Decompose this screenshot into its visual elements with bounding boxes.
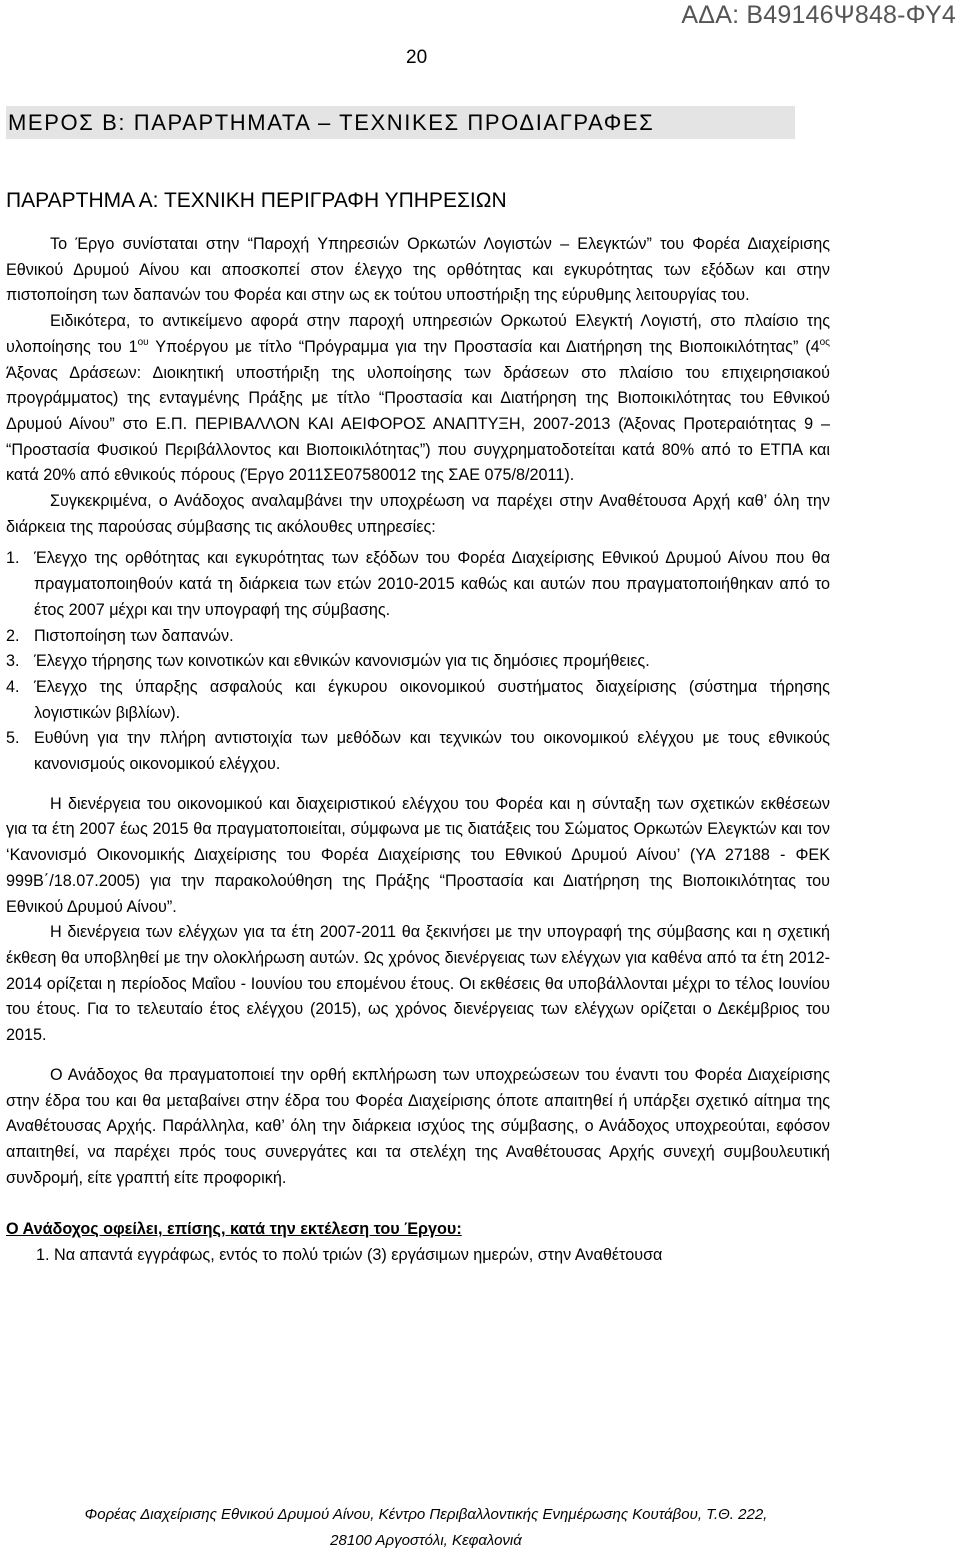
paragraph-scope bbox=[6, 309, 830, 489]
obligations-list bbox=[6, 1243, 830, 1269]
list-item bbox=[6, 624, 830, 650]
list-number: 2. bbox=[6, 626, 20, 645]
list-item bbox=[6, 546, 830, 623]
scope-text-b: Υποέργου με τίτλο “Πρόγραμμα για την Προστασία και Διατήρηση της Βιοποικιλότητας” (4 bbox=[148, 337, 820, 356]
page-footer bbox=[6, 1502, 846, 1554]
list-number: 3. bbox=[6, 652, 20, 671]
list-item bbox=[6, 649, 830, 675]
list-text: Να απαντά εγγράφως, εντός το πολύ τριών (3) εργάσιμων ημερών, στην Αναθέτουσα bbox=[54, 1246, 663, 1265]
paragraph-intro: Το Έργο συνίσταται στην “Παροχή Υπηρεσιών Ορκωτών Λογιστών – Ελεγκτών” του Φορέα Διαχείρισης Εθνικού Δρυμού Αίνου και αποσκοπεί στον έλεγχο της ορθότητας και εγκυρότητας των εξόδων και στην πιστοποίηση των δαπανών του Φορέα και στην ως εκ τούτου υποστήριξη της εύρυθμης λειτουργίας του. bbox=[6, 235, 830, 305]
annex-title: ΠΑΡΑΡΤΗΜΑ Α: ΤΕΧΝΙΚΗ ΠΕΡΙΓΡΑΦΗ ΥΠΗΡΕΣΙΩΝ bbox=[6, 189, 507, 212]
superscript-ordinal: ου bbox=[137, 336, 149, 348]
list-text: Ευθύνη για την πλήρη αντιστοιχία των μεθόδων και τεχνικών του οικονομικού ελέγχου με τους εθνικούς κανονισμούς οικονομικού ελέγχου. bbox=[34, 729, 830, 774]
footer-line-2: 28100 Αργοστόλι, Κεφαλονιά bbox=[330, 1532, 522, 1549]
part-title: ΜΕΡΟΣ Β: ΠΑΡΑΡΤΗΜΑΤΑ – ΤΕΧΝΙΚΕΣ ΠΡΟΔΙΑΓΡΑΦΕΣ bbox=[6, 106, 795, 139]
ada-code: ΑΔΑ: Β49146Ψ848-ΦΥ4 bbox=[681, 1, 956, 29]
list-text: Έλεγχο της ύπαρξης ασφαλούς και έγκυρου οικονομικού συστήματος διαχείρισης (σύστημα τήρησης λογιστικών βιβλίων). bbox=[34, 677, 830, 722]
paragraph-services-intro: Συγκεκριμένα, ο Ανάδοχος αναλαμβάνει την υποχρέωση να παρέχει στην Αναθέτουσα Αρχή καθ’ όλη την διάρκεια της παρούσας σύμβασης τις ακόλουθες υπηρεσίες: bbox=[6, 492, 830, 536]
list-number: 4. bbox=[6, 677, 20, 696]
scope-text-a: Ειδικότερα, το αντικείμενο αφορά στην παροχή υπηρεσιών Ορκωτού Ελεγκτή Λογιστή, στο πλαίσιο της υλοποίησης του 1 bbox=[6, 312, 830, 356]
list-text: Πιστοποίηση των δαπανών. bbox=[34, 626, 234, 645]
services-list bbox=[6, 546, 830, 777]
list-number: 1. bbox=[6, 549, 20, 568]
list-number: 1. bbox=[36, 1246, 50, 1265]
obligations-heading: Ο Ανάδοχος οφείλει, επίσης, κατά την εκτέλεση του Έργου: bbox=[6, 1220, 462, 1239]
scope-text-c: Άξονας Δράσεων: Διοικητική υποστήριξη της υλοποίησης των δράσεων στο πλαίσιο του επιχειρησιακού προγράμματος) της ενταγμένης Πράξης με τίτλο “Προστασία και Διατήρηση της Βιοποικιλότητας του Εθνικού Δρυμού Αίνου” στο Ε.Π. ΠΕΡΙΒΑΛΛΟΝ ΚΑΙ ΑΕΙΦΟΡΟΣ ΑΝΑΠΤΥΞΗ, 2007-2013 (Άξονας Προτεραιότητας 9 – “Προστασία Φυσικού Περιβάλλοντος και Βιοποικιλότητας”) που συγχρηματοδοτείται κατά 80% από το ΕΤΠΑ και κατά 20% από εθνικούς πόρους (Έργο 2011ΣΕ07580012 της ΣΑΕ 075/8/2011). bbox=[6, 363, 830, 485]
list-number: 5. bbox=[6, 729, 20, 748]
list-text: Έλεγχο της ορθότητας και εγκυρότητας των εξόδων του Φορέα Διαχείρισης Εθνικού Δρυμού Αίνου που θα πραγματοποιηθούν κατά τη διάρκεια των ετών 2010-2015 καθώς και αυτών που πραγματοποιήθηκαν από το έτος 2007 μέχρι και την υπογραφή της σύμβασης. bbox=[34, 549, 830, 619]
list-item bbox=[6, 726, 830, 777]
paragraph-obligations: Ο Ανάδοχος θα πραγματοποιεί την ορθή εκπλήρωση των υποχρεώσεων του έναντι του Φορέα Διαχείρισης στην έδρα του και θα μεταβαίνει στην έδρα του Φορέα Διαχείρισης όποτε απαιτηθεί ή υπάρξει σχετικό αίτημα της Αναθέτουσας Αρχής. Παράλληλα, καθ’ όλη την διάρκεια ισχύος της σύμβασης, ο Ανάδοχος υποχρεούται, εφόσον απαιτηθεί, να παρέχει πρός τους συνεργάτες και τα στελέχη της Αναθέτουσας Αρχής συνεχή συμβουλευτική συνδρομή, είτε γραπτή είτε προφορική. bbox=[6, 1065, 830, 1187]
superscript-ordinal: ος bbox=[819, 336, 831, 348]
list-item bbox=[6, 1243, 830, 1269]
document-body bbox=[6, 232, 830, 1269]
paragraph-audit: Η διενέργεια του οικονομικού και διαχειριστικού ελέγχου του Φορέα και η σύνταξη των σχετικών εκθέσεων για τα έτη 2007 έως 2015 θα πραγματοποιείται, σύμφωνα με τις διατάξεις του Σώματος Ορκωτών Ελεγκτών και τον ‘Κανονισμό Οικονομικής Διαχείρισης του Φορέα Διαχείρισης του Εθνικού Δρυμού Αίνου’ (ΥΑ 27188 - ΦΕΚ 999Β΄/18.07.2005) για την παρακολούθηση της Πράξης “Προστασία και Διατήρηση της Βιοποικιλότητας του Εθνικού Δρυμού Αίνου”. bbox=[6, 794, 830, 916]
list-item bbox=[6, 675, 830, 726]
paragraph-timing: Η διενέργεια των ελέγχων για τα έτη 2007-2011 θα ξεκινήσει με την υπογραφή της σύμβασης και η σχετική έκθεση θα υποβληθεί με την ολοκλήρωση αυτών. Ως χρόνος διενέργειας των ελέγχων για καθένα από τα έτη 2012-2014 ορίζεται η περίοδος Μαΐου - Ιουνίου του επομένου έτους. Οι εκθέσεις θα υποβάλλονται μέχρι το τέλος Ιουνίου του έτους. Για το τελευταίο έτος ελέγχου (2015), ως χρόνος διενέργειας των ελέγχων ορίζεται ο Δεκέμβριος του 2015. bbox=[6, 923, 830, 1045]
page-number: 20 bbox=[406, 47, 428, 68]
footer-line-1: Φορέας Διαχείρισης Εθνικού Δρυμού Αίνου, Κέντρο Περιβαλλοντικής Ενημέρωσης Κουτάβου, Τ.Θ. 222, bbox=[84, 1506, 768, 1523]
list-text: Έλεγχο τήρησης των κοινοτικών και εθνικών κανονισμών για τις δημόσιες προμήθειες. bbox=[34, 652, 650, 671]
